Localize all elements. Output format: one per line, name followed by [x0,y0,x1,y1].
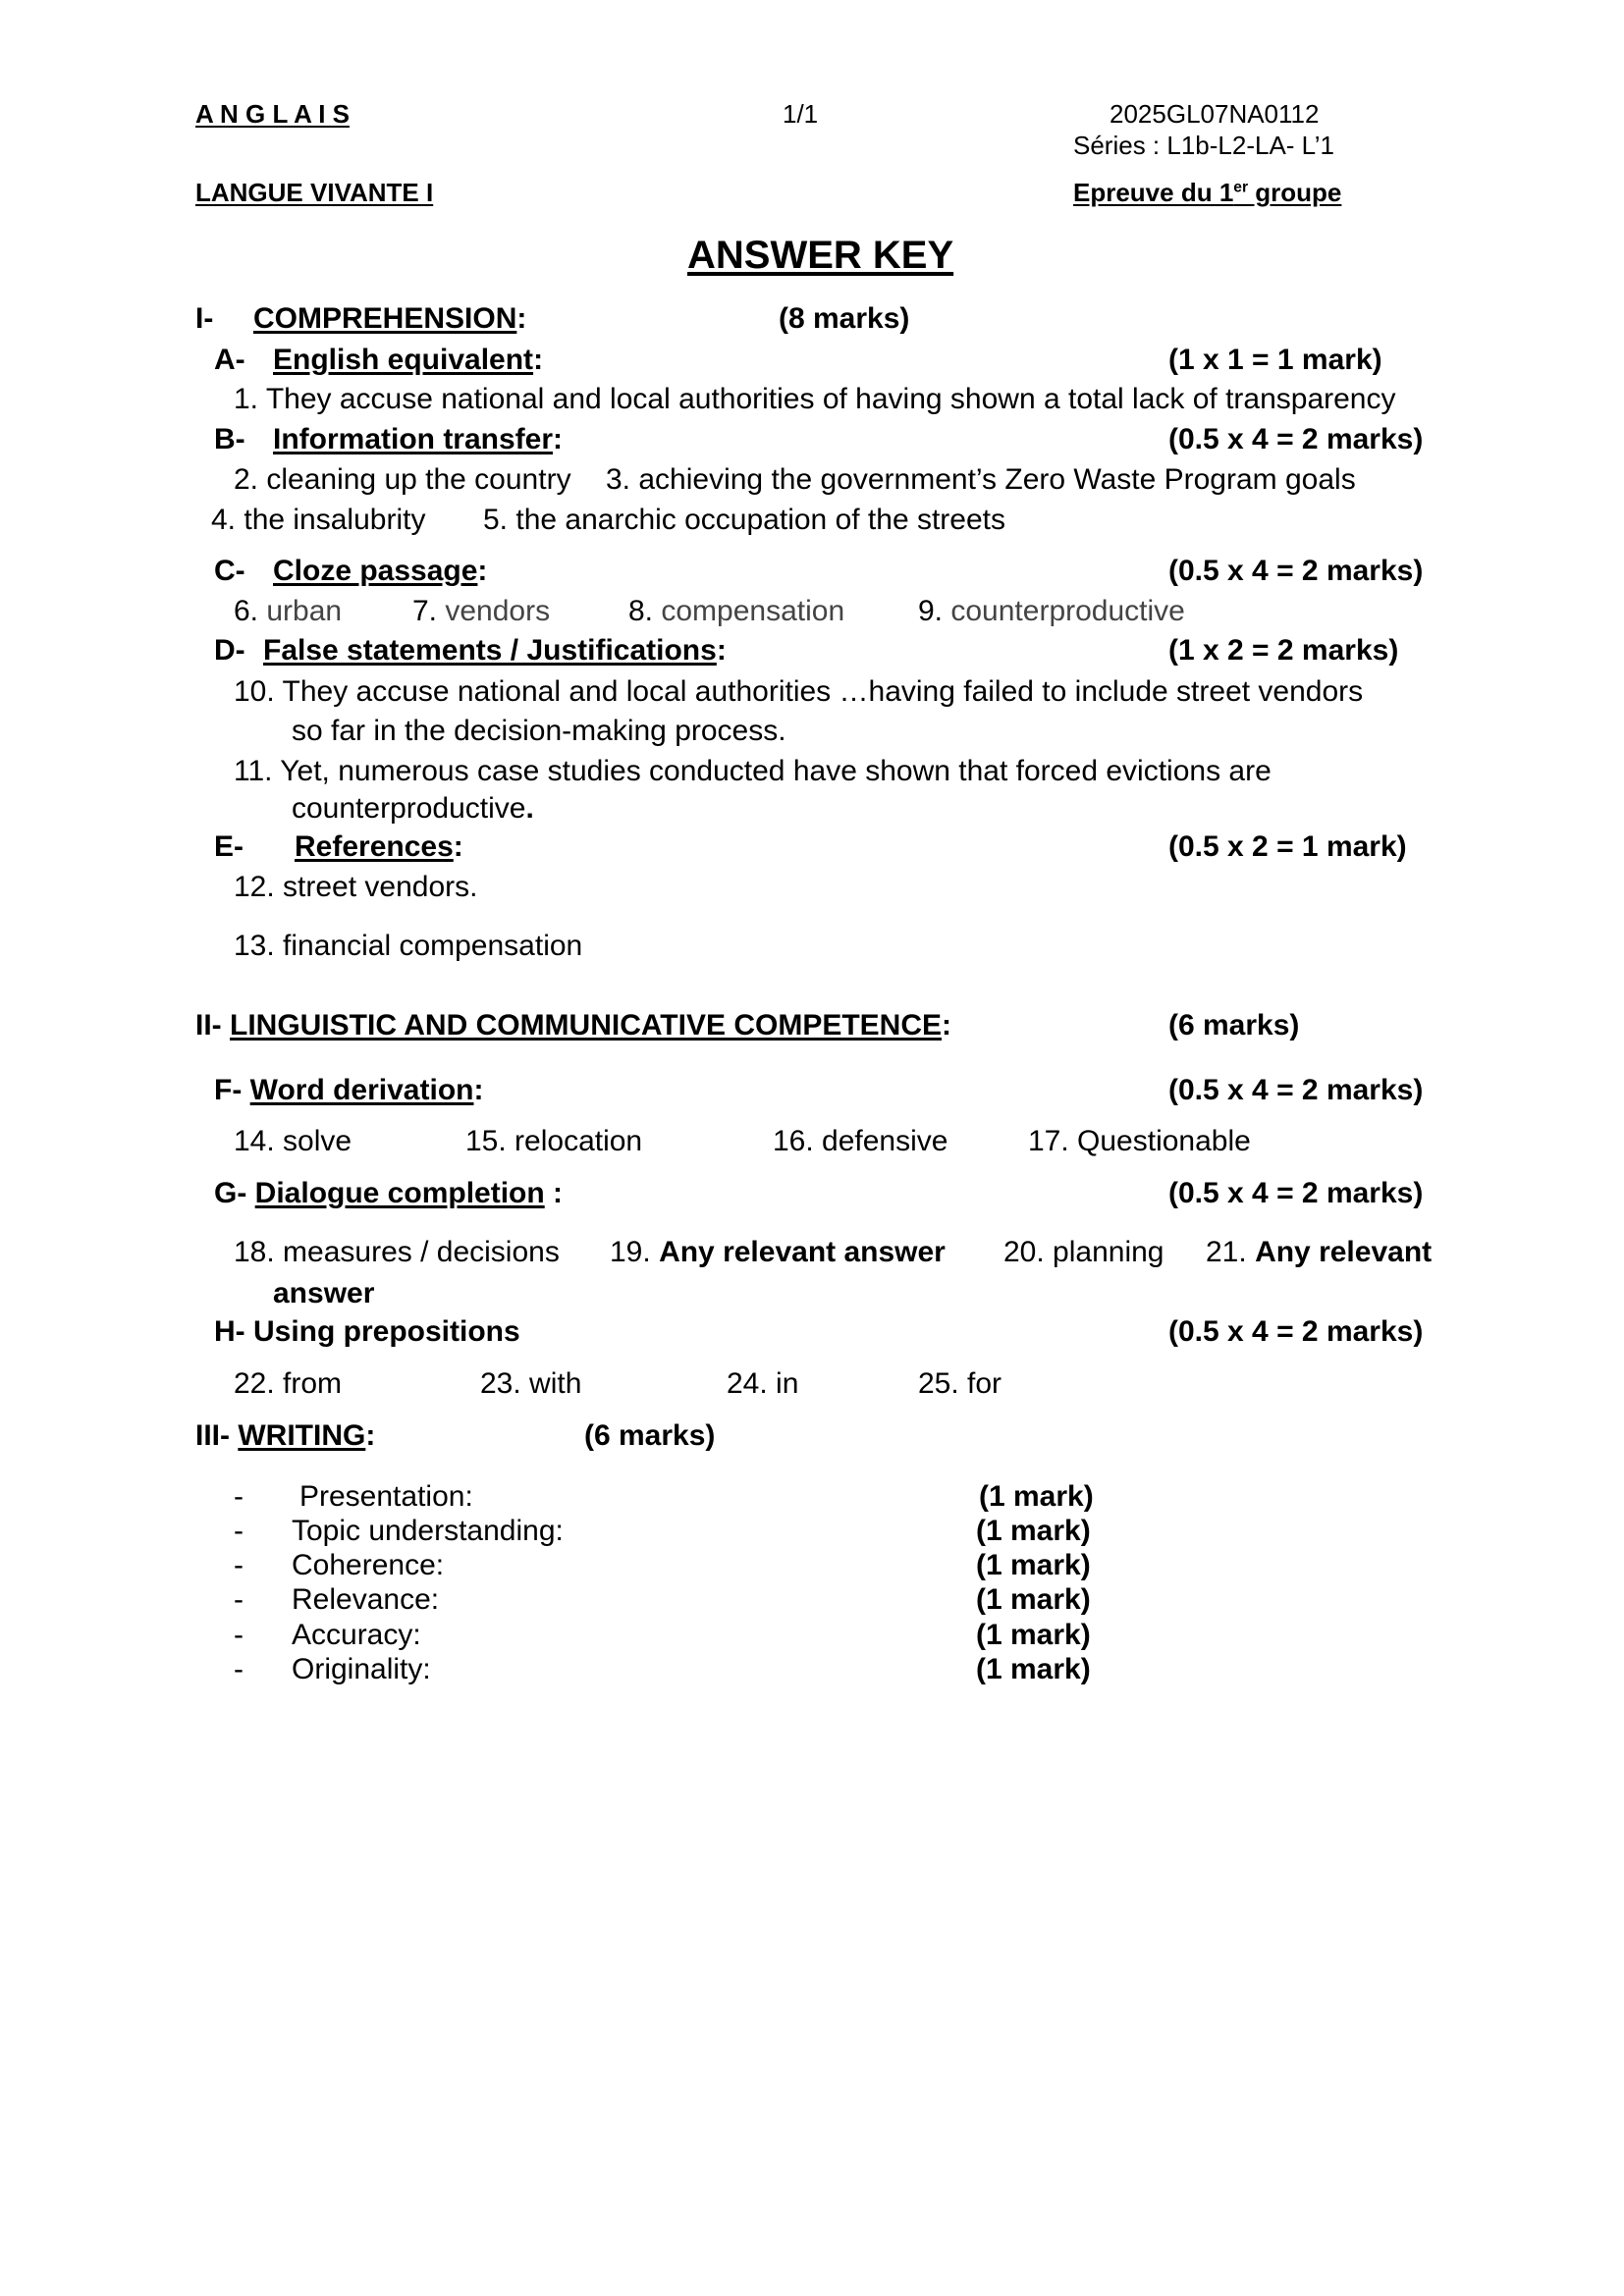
part-a-heading: English equivalent: [273,344,544,376]
criterion-dash: - [234,1549,244,1581]
criterion-name: Coherence: [292,1549,445,1581]
answer-4: 4. the insalubrity [211,504,426,536]
part-b-marks: (0.5 x 4 = 2 marks) [1168,423,1424,455]
answer-8: 8. compensation [628,595,845,627]
page-number: 1/1 [783,99,819,129]
answer-1: 1. They accuse national and local authorities of having shown a total lack of transparency [234,383,1396,415]
part-b-letter: B- [214,423,245,455]
answer-2: 2. cleaning up the country [234,463,571,496]
answer-14: 14. solve [234,1125,352,1157]
subject-label: A N G L A I S [195,99,350,129]
part-b-heading: Information transfer: [273,423,564,455]
answer-21-continued: answer [273,1277,375,1309]
part-g-heading: G- Dialogue completion : [214,1177,564,1209]
language-label: LANGUE VIVANTE I [195,178,434,207]
answer-9: 9. counterproductive [918,595,1185,627]
part-c-letter: C- [214,555,245,587]
criterion-mark: (1 mark) [979,1480,1094,1513]
answer-21: 21. Any relevant [1206,1236,1433,1268]
answer-13: 13. financial compensation [234,930,583,962]
part-d-letter: D- [214,634,245,667]
section3-heading: III- WRITING: [195,1419,376,1452]
criterion-mark: (1 mark) [976,1549,1091,1581]
answer-17: 17. Questionable [1028,1125,1251,1157]
series-label: Séries : L1b-L2-LA- L’1 [1073,131,1334,160]
section3-marks: (6 marks) [584,1419,716,1452]
section1-heading: COMPREHENSION: [253,302,527,335]
answer-11-line2: counterproductive. [292,792,534,825]
answer-10-line1: 10. They accuse national and local authorities …having failed to include street vendors [234,675,1364,708]
section2-heading: II- LINGUISTIC AND COMMUNICATIVE COMPETENCE: [195,1009,952,1041]
criterion-dash: - [234,1515,244,1547]
answer-7: 7. vendors [412,595,551,627]
part-e-heading: References: [295,830,463,863]
exam-group-label: Epreuve du 1er groupe [1073,178,1342,207]
answer-19: 19. Any relevant answer [610,1236,946,1268]
part-h-heading: H- Using prepositions [214,1315,520,1348]
exam-code: 2025GL07NA0112 [1110,99,1320,129]
part-a-marks: (1 x 1 = 1 mark) [1168,344,1382,376]
answer-25: 25. for [918,1367,1002,1400]
answer-23: 23. with [480,1367,582,1400]
answer-18: 18. measures / decisions [234,1236,560,1268]
answer-10-line2: so far in the decision-making process. [292,715,786,747]
criterion-dash: - [234,1480,244,1513]
criterion-name: Originality: [292,1653,431,1685]
criterion-name: Relevance: [292,1583,440,1616]
criterion-dash: - [234,1653,244,1685]
criterion-mark: (1 mark) [976,1515,1091,1547]
part-d-heading: False statements / Justifications: [263,634,727,667]
section1-marks: (8 marks) [779,302,910,335]
answer-22: 22. from [234,1367,343,1400]
page-title: ANSWER KEY [687,234,954,277]
part-e-letter: E- [214,830,244,863]
part-e-marks: (0.5 x 2 = 1 mark) [1168,830,1407,863]
answer-20: 20. planning [1003,1236,1164,1268]
part-f-marks: (0.5 x 4 = 2 marks) [1168,1074,1424,1106]
part-a-letter: A- [214,344,245,376]
criterion-name: Accuracy: [292,1619,421,1651]
part-d-marks: (1 x 2 = 2 marks) [1168,634,1399,667]
section1-number: I- [195,302,214,335]
part-g-marks: (0.5 x 4 = 2 marks) [1168,1177,1424,1209]
part-f-heading: F- Word derivation: [214,1074,484,1106]
answer-24: 24. in [727,1367,799,1400]
answer-11-line1: 11. Yet, numerous case studies conducted have shown that forced evictions are [234,755,1272,787]
answer-16: 16. defensive [773,1125,948,1157]
criterion-mark: (1 mark) [976,1619,1091,1651]
criterion-name: Topic understanding: [292,1515,564,1547]
criterion-dash: - [234,1619,244,1651]
answer-15: 15. relocation [465,1125,643,1157]
answer-12: 12. street vendors. [234,871,478,903]
criterion-name: Presentation: [299,1480,473,1513]
answer-5: 5. the anarchic occupation of the streets [483,504,1005,536]
part-c-heading: Cloze passage: [273,555,488,587]
part-c-marks: (0.5 x 4 = 2 marks) [1168,555,1424,587]
criterion-mark: (1 mark) [976,1653,1091,1685]
section2-marks: (6 marks) [1168,1009,1300,1041]
answer-6: 6. urban [234,595,343,627]
part-h-marks: (0.5 x 4 = 2 marks) [1168,1315,1424,1348]
criterion-mark: (1 mark) [976,1583,1091,1616]
criterion-dash: - [234,1583,244,1616]
answer-3: 3. achieving the government’s Zero Waste Program goals [606,463,1356,496]
